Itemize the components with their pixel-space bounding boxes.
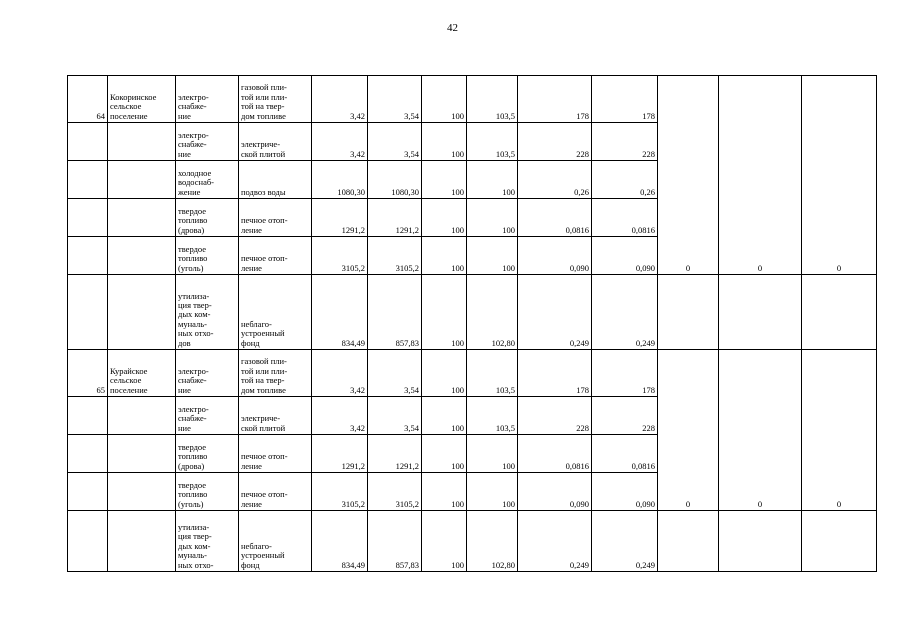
value-cell: 100 <box>422 76 467 123</box>
method-cell: подвоз воды <box>239 161 312 199</box>
empty-cell <box>658 511 719 572</box>
method-cell: электриче- ской плитой <box>239 123 312 161</box>
value-cell: 100 <box>467 199 518 237</box>
row-number-cell <box>68 511 108 572</box>
method-cell: газовой пли- той или пли- той на твер- дом топливе <box>239 350 312 397</box>
value-cell: 178 <box>592 76 658 123</box>
settlement-cell <box>108 473 176 511</box>
value-cell: 3105,2 <box>312 237 368 275</box>
row-number-cell <box>68 161 108 199</box>
value-cell: 228 <box>518 397 592 435</box>
settlement-cell <box>108 435 176 473</box>
settlement-cell: Курайское сельское поселение <box>108 350 176 397</box>
value-cell: 100 <box>422 473 467 511</box>
value-cell: 0,0816 <box>592 435 658 473</box>
value-cell: 3,54 <box>368 397 422 435</box>
method-cell: печное отоп- ление <box>239 435 312 473</box>
method-cell: неблаго- устроенный фонд <box>239 275 312 350</box>
value-cell: 100 <box>467 161 518 199</box>
value-cell: 857,83 <box>368 511 422 572</box>
value-cell: 100 <box>422 275 467 350</box>
row-number-cell: 64 <box>68 76 108 123</box>
empty-cell <box>802 275 877 350</box>
value-cell: 1291,2 <box>368 199 422 237</box>
value-cell: 0,26 <box>518 161 592 199</box>
value-cell: 102,80 <box>467 511 518 572</box>
table-row <box>68 76 877 123</box>
row-number-cell <box>68 237 108 275</box>
value-cell: 103,5 <box>467 123 518 161</box>
value-cell: 100 <box>422 397 467 435</box>
value-cell: 0,090 <box>518 473 592 511</box>
zero-value-cell: 0 <box>719 350 802 511</box>
value-cell: 834,49 <box>312 511 368 572</box>
value-cell: 100 <box>422 237 467 275</box>
value-cell: 3,54 <box>368 123 422 161</box>
table-row <box>68 511 877 572</box>
service-cell: холодное водоснаб- жение <box>176 161 239 199</box>
settlement-cell: Кокоринское сельское поселение <box>108 76 176 123</box>
value-cell: 3,42 <box>312 76 368 123</box>
settlement-cell <box>108 275 176 350</box>
settlement-cell <box>108 397 176 435</box>
service-cell: твердое топливо (уголь) <box>176 473 239 511</box>
value-cell: 1080,30 <box>368 161 422 199</box>
value-cell: 3,42 <box>312 350 368 397</box>
value-cell: 228 <box>592 397 658 435</box>
value-cell: 0,0816 <box>518 199 592 237</box>
zero-value-cell: 0 <box>658 350 719 511</box>
row-number-cell <box>68 199 108 237</box>
service-cell: твердое топливо (уголь) <box>176 237 239 275</box>
service-cell: твердое топливо (дрова) <box>176 199 239 237</box>
value-cell: 1291,2 <box>368 435 422 473</box>
value-cell: 3,42 <box>312 397 368 435</box>
empty-cell <box>802 511 877 572</box>
row-number-cell <box>68 397 108 435</box>
empty-cell <box>719 275 802 350</box>
zero-value-cell: 0 <box>719 76 802 275</box>
value-cell: 0,0816 <box>592 199 658 237</box>
value-cell: 3105,2 <box>312 473 368 511</box>
value-cell: 0,26 <box>592 161 658 199</box>
zero-value-cell: 0 <box>658 76 719 275</box>
empty-cell <box>719 511 802 572</box>
settlement-cell <box>108 237 176 275</box>
method-cell: газовой пли- той или пли- той на твер- дом топливе <box>239 76 312 123</box>
method-cell: электриче- ской плитой <box>239 397 312 435</box>
value-cell: 0,249 <box>518 511 592 572</box>
empty-cell <box>658 275 719 350</box>
value-cell: 1080,30 <box>312 161 368 199</box>
settlement-cell <box>108 199 176 237</box>
service-cell: твердое топливо (дрова) <box>176 435 239 473</box>
zero-value-cell: 0 <box>802 350 877 511</box>
value-cell: 100 <box>422 435 467 473</box>
value-cell: 834,49 <box>312 275 368 350</box>
service-cell: электро- снабже- ние <box>176 123 239 161</box>
value-cell: 100 <box>467 237 518 275</box>
value-cell: 1291,2 <box>312 435 368 473</box>
value-cell: 103,5 <box>467 397 518 435</box>
value-cell: 100 <box>422 350 467 397</box>
row-number-cell: 65 <box>68 350 108 397</box>
value-cell: 0,090 <box>518 237 592 275</box>
service-cell: утилиза- ция твер- дых ком- муналь- ных отхо- дов <box>176 275 239 350</box>
row-number-cell <box>68 473 108 511</box>
value-cell: 178 <box>518 76 592 123</box>
value-cell: 100 <box>422 123 467 161</box>
method-cell: печное отоп- ление <box>239 199 312 237</box>
value-cell: 3105,2 <box>368 473 422 511</box>
tariff-table <box>67 75 877 572</box>
value-cell: 1291,2 <box>312 199 368 237</box>
value-cell: 3,54 <box>368 76 422 123</box>
value-cell: 103,5 <box>467 350 518 397</box>
settlement-cell <box>108 123 176 161</box>
value-cell: 0,0816 <box>518 435 592 473</box>
value-cell: 178 <box>592 350 658 397</box>
value-cell: 3,42 <box>312 123 368 161</box>
value-cell: 0,249 <box>592 275 658 350</box>
value-cell: 0,249 <box>592 511 658 572</box>
method-cell: печное отоп- ление <box>239 473 312 511</box>
value-cell: 0,090 <box>592 237 658 275</box>
value-cell: 0,249 <box>518 275 592 350</box>
value-cell: 100 <box>467 473 518 511</box>
service-cell: электро- снабже- ние <box>176 76 239 123</box>
value-cell: 100 <box>422 511 467 572</box>
settlement-cell <box>108 511 176 572</box>
value-cell: 0,090 <box>592 473 658 511</box>
value-cell: 100 <box>467 435 518 473</box>
method-cell: печное отоп- ление <box>239 237 312 275</box>
table-row <box>68 350 877 397</box>
value-cell: 100 <box>422 161 467 199</box>
zero-value-cell: 0 <box>802 76 877 275</box>
table-row <box>68 275 877 350</box>
value-cell: 228 <box>592 123 658 161</box>
row-number-cell <box>68 123 108 161</box>
value-cell: 178 <box>518 350 592 397</box>
value-cell: 3105,2 <box>368 237 422 275</box>
service-cell: электро- снабже- ние <box>176 350 239 397</box>
value-cell: 103,5 <box>467 76 518 123</box>
value-cell: 3,54 <box>368 350 422 397</box>
value-cell: 228 <box>518 123 592 161</box>
value-cell: 857,83 <box>368 275 422 350</box>
method-cell: неблаго- устроенный фонд <box>239 511 312 572</box>
settlement-cell <box>108 161 176 199</box>
service-cell: утилиза- ция твер- дых ком- муналь- ных отхо- <box>176 511 239 572</box>
service-cell: электро- снабже- ние <box>176 397 239 435</box>
value-cell: 100 <box>422 199 467 237</box>
row-number-cell <box>68 275 108 350</box>
value-cell: 102,80 <box>467 275 518 350</box>
page-number: 42 <box>447 22 458 34</box>
row-number-cell <box>68 435 108 473</box>
